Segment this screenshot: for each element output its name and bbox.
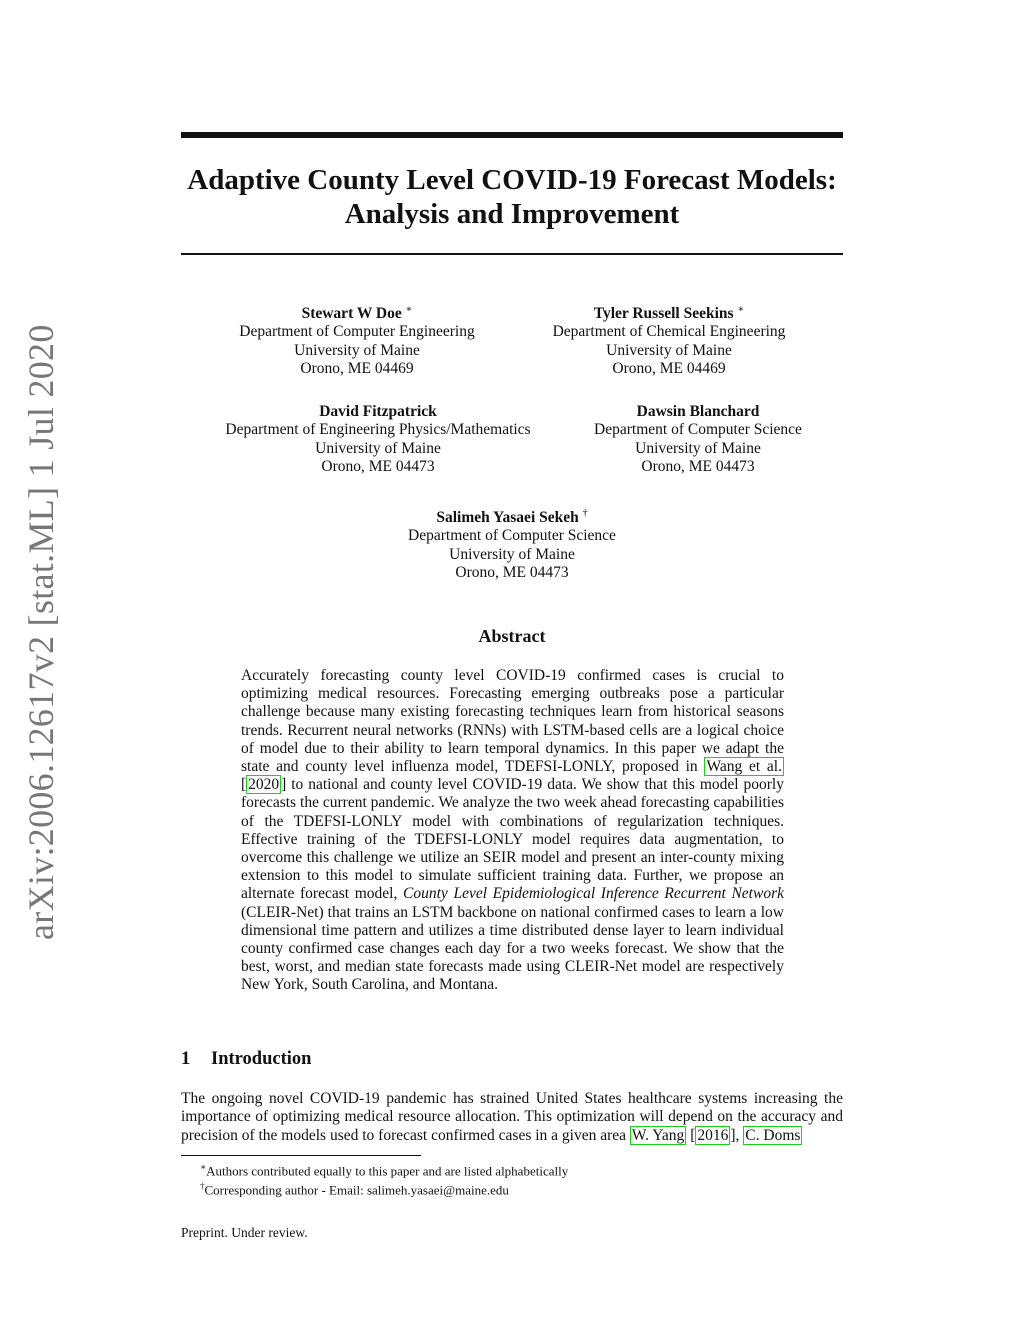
author-name: Salimeh Yasaei Sekeh <box>436 509 579 527</box>
intro-paragraph <box>181 1090 843 1145</box>
author-block-3 <box>203 403 553 476</box>
author-name: Dawsin Blanchard <box>636 403 760 420</box>
author-address: Orono, ME 04473 <box>641 457 755 475</box>
footnote-2 <box>200 1178 509 1198</box>
title-line-2: Analysis and Improvement <box>344 198 680 230</box>
author-mark: ∗ <box>405 304 413 315</box>
citation-bracket: ], <box>730 1126 744 1144</box>
citation-link-doms[interactable]: C. Doms <box>745 1126 801 1144</box>
abstract-body <box>241 667 784 995</box>
citation-link-2016[interactable]: 2016 <box>697 1126 729 1144</box>
author-block-4 <box>568 403 828 476</box>
section-title: Introduction <box>211 1049 312 1069</box>
author-university: University of Maine <box>315 439 441 457</box>
footnote-mark: † <box>200 1181 205 1191</box>
title-top-rule <box>181 132 843 138</box>
citation-link-yang[interactable]: W. Yang <box>631 1126 685 1144</box>
footnote-rule <box>181 1155 421 1156</box>
author-department: Department of Engineering Physics/Mathematics <box>225 421 531 439</box>
arxiv-identifier: arXiv:2006.12617v2 [stat.ML] 1 Jul 2020 <box>21 324 61 940</box>
section-number: 1 <box>181 1049 191 1069</box>
title-bottom-rule <box>181 253 843 255</box>
author-department: Department of Computer Engineering <box>239 323 475 341</box>
author-address: Orono, ME 04473 <box>321 457 435 475</box>
title-line-1: Adaptive County Level COVID-19 Forecast Models: <box>187 164 837 196</box>
section-heading <box>181 1049 311 1070</box>
author-block-2 <box>519 301 819 378</box>
footnote-text: Authors contributed equally to this paper and are listed alphabetically <box>206 1163 569 1179</box>
citation-bracket: [ <box>241 776 247 794</box>
author-department: Department of Computer Science <box>594 421 802 439</box>
author-mark: ∗ <box>737 304 745 315</box>
footnote-1 <box>200 1159 568 1179</box>
author-department: Department of Chemical Engineering <box>552 323 786 341</box>
author-university: University of Maine <box>606 341 732 359</box>
author-mark: † <box>582 508 588 519</box>
preprint-notice: Preprint. Under review. <box>181 1225 308 1240</box>
author-name: Tyler Russell Seekins <box>593 305 734 323</box>
citation-link-2020[interactable]: 2020 <box>248 776 280 794</box>
author-name: Stewart W Doe <box>301 305 402 323</box>
author-address: Orono, ME 04473 <box>455 564 569 582</box>
footnote-text: Corresponding author - Email: salimeh.yasaei@maine.edu <box>204 1182 509 1198</box>
author-block-1 <box>207 301 507 378</box>
abstract-text-2: ] to national and county level COVID-19 data. We show that this model poorly forecasts the current pandemic. We analyze the two week ahead forecasting capabilities of the TDEFSI-LONLY model with combinations of regularization techniques. Effective training of the TDEFSI-LONLY model requires data augmentation, to overcome this challenge we utilize an SEIR model and present an inter-county mixing extension to this model to simulate sufficient training data. Further, we propose an alternate forecast model, <box>241 776 784 903</box>
author-block-5 <box>362 505 662 582</box>
author-name: David Fitzpatrick <box>319 403 437 420</box>
footnote-mark: ∗ <box>200 1162 207 1172</box>
citation-link-wang[interactable]: Wang et al. <box>706 758 782 776</box>
abstract-text-3: (CLEIR-Net) that trains an LSTM backbone on national confirmed cases to learn a low dimensional time pattern and utilizes a time distributed dense layer to learn individual county confirmed case changes each day for a two weeks forecast. We show that the best, worst, and median state forecasts made using CLEIR-Net model are respectively New York, South Carolina, and Montana. <box>241 903 784 994</box>
intro-text: The ongoing novel COVID-19 pandemic has strained United States healthcare systems increasing the importance of optimizing medical resource allocation. This optimization will depend on the accuracy and precision of the models used to forecast confirmed cases in a given area <box>181 1090 843 1144</box>
author-address: Orono, ME 04469 <box>300 360 414 378</box>
author-university: University of Maine <box>635 439 761 457</box>
author-university: University of Maine <box>449 545 575 563</box>
abstract-italic-model-name: County Level Epidemiological Inference Recurrent Network <box>403 885 784 903</box>
abstract-text-1: Accurately forecasting county level COVID-19 confirmed cases is crucial to optimizing medical resources. Forecasting emerging outbreaks pose a particular challenge because many existing forecasting techniques learn from historical seasons trends. Recurrent neural networks (RNNs) with LSTM-based cells are a logical choice of model due to their ability to learn temporal dynamics. In this paper we adapt the state and county level influenza model, TDEFSI-LONLY, proposed in <box>241 667 784 776</box>
author-address: Orono, ME 04469 <box>612 360 726 378</box>
author-university: University of Maine <box>294 341 420 359</box>
author-department: Department of Computer Science <box>408 527 616 545</box>
paper-title <box>181 163 843 231</box>
abstract-heading: Abstract <box>478 626 546 646</box>
citation-bracket: [ <box>686 1126 696 1144</box>
